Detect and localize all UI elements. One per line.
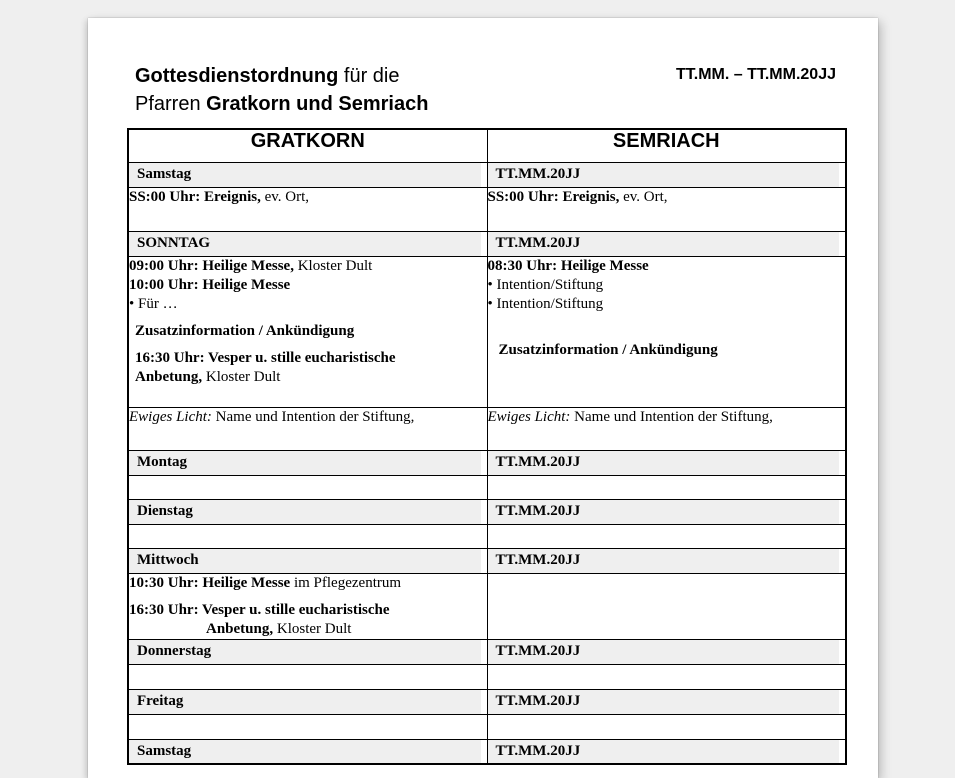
cell-semriach [487, 524, 846, 548]
text-line: Ewiges Licht: Name und Intention der Stiftung, [487, 408, 773, 425]
document-header [135, 62, 836, 118]
table-row-day [128, 548, 846, 573]
table-row-empty [128, 664, 846, 689]
table-row-day [128, 499, 846, 524]
cell-gratkorn [128, 475, 487, 499]
text-line: Zusatzinformation / Ankündigung [135, 322, 355, 339]
table-row-content [128, 256, 846, 407]
day-label: Samstag [129, 163, 481, 187]
cell-gratkorn [128, 407, 487, 450]
cell-gratkorn [128, 689, 487, 714]
table-row-content [128, 407, 846, 450]
text-line: SS:00 Uhr: Ereignis, ev. Ort, [487, 188, 668, 205]
table-row-day [128, 689, 846, 714]
table-row-day [128, 231, 846, 256]
date-placeholder: TT.MM.20JJ [488, 740, 840, 764]
table-row-day [128, 450, 846, 475]
cell-semriach [487, 450, 846, 475]
date-placeholder: TT.MM.20JJ [488, 640, 840, 664]
text-line: 09:00 Uhr: Heilige Messe, Kloster Dult [129, 257, 373, 274]
text-line: 10:00 Uhr: Heilige Messe [129, 276, 291, 293]
title-main: Gottesdienstordnung [135, 65, 339, 87]
day-label: Dienstag [129, 500, 481, 524]
cell-semriach [487, 548, 846, 573]
text-line: Zusatzinformation / Ankündigung [498, 341, 718, 358]
date-placeholder: TT.MM.20JJ [488, 163, 840, 187]
cell-gratkorn [128, 450, 487, 475]
cell-gratkorn [128, 231, 487, 256]
cell-semriach [487, 162, 846, 187]
text-line: • Intention/Stiftung [487, 276, 604, 293]
date-placeholder: TT.MM.20JJ [488, 549, 840, 573]
cell-semriach [487, 256, 846, 407]
table-row-day [128, 639, 846, 664]
date-placeholder: TT.MM.20JJ [488, 451, 840, 475]
cell-semriach [487, 714, 846, 739]
cell-semriach [487, 475, 846, 499]
text-line: 16:30 Uhr: Vesper u. stille eucharistische [135, 349, 396, 366]
cell-semriach [487, 739, 846, 764]
cell-semriach [487, 499, 846, 524]
cell-semriach [487, 407, 846, 450]
date-placeholder: TT.MM.20JJ [488, 232, 840, 256]
table-header-row [128, 129, 846, 162]
table-row-content [128, 573, 846, 639]
table-row-day [128, 739, 846, 764]
table-row-content [128, 187, 846, 231]
text-line: • Für … [129, 295, 178, 312]
cell-semriach [487, 573, 846, 639]
cell-gratkorn [128, 256, 487, 407]
table-row-empty [128, 475, 846, 499]
cell-gratkorn [128, 162, 487, 187]
text-line: Anbetung, Kloster Dult [206, 620, 352, 637]
document-title [135, 62, 428, 118]
cell-gratkorn [128, 573, 487, 639]
cell-gratkorn [128, 499, 487, 524]
title-line-2 [135, 90, 428, 118]
cell-semriach [487, 187, 846, 231]
subtitle-parishes: Gratkorn und Semriach [206, 93, 429, 115]
cell-semriach [487, 231, 846, 256]
text-line: Anbetung, Kloster Dult [135, 368, 281, 385]
schedule-table [127, 128, 847, 765]
day-label: SONNTAG [129, 232, 481, 256]
cell-gratkorn [128, 664, 487, 689]
table-row-empty [128, 714, 846, 739]
cell-gratkorn [128, 524, 487, 548]
cell-gratkorn [128, 187, 487, 231]
cell-gratkorn [128, 548, 487, 573]
text-line: 08:30 Uhr: Heilige Messe [487, 257, 649, 274]
day-label: Donnerstag [129, 640, 481, 664]
text-line: 16:30 Uhr: Vesper u. stille eucharistische [129, 601, 390, 618]
column-header-semriach: SEMRIACH [487, 129, 846, 162]
day-label: Freitag [129, 690, 481, 714]
day-label: Montag [129, 451, 481, 475]
document-page [88, 18, 878, 778]
cell-semriach [487, 689, 846, 714]
text-line: • Intention/Stiftung [487, 295, 604, 312]
text-line: Ewiges Licht: Name und Intention der Stiftung, [129, 408, 415, 425]
cell-semriach [487, 639, 846, 664]
title-rest: für die [338, 65, 400, 87]
day-label: Samstag [129, 740, 481, 764]
cell-gratkorn [128, 639, 487, 664]
date-placeholder: TT.MM.20JJ [488, 500, 840, 524]
cell-gratkorn [128, 739, 487, 764]
subtitle-prefix: Pfarren [135, 93, 207, 115]
table-row-day [128, 162, 846, 187]
cell-gratkorn [128, 714, 487, 739]
day-label: Mittwoch [129, 549, 481, 573]
date-range: TT.MM. – TT.MM.20JJ [675, 66, 836, 83]
column-header-gratkorn: GRATKORN [128, 129, 487, 162]
cell-semriach [487, 664, 846, 689]
title-line-1 [135, 62, 428, 90]
table-row-empty [128, 524, 846, 548]
date-placeholder: TT.MM.20JJ [488, 690, 840, 714]
text-line: SS:00 Uhr: Ereignis, ev. Ort, [129, 188, 310, 205]
text-line: 10:30 Uhr: Heilige Messe im Pflegezentrum [129, 574, 402, 591]
